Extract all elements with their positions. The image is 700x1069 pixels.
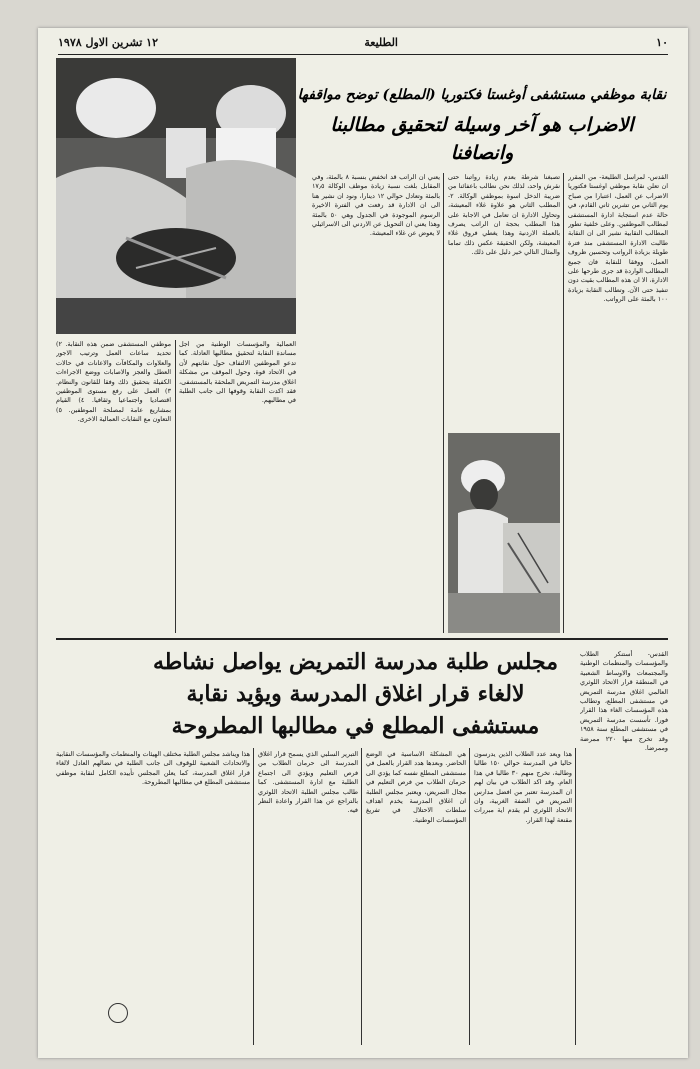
article-separator bbox=[56, 638, 668, 640]
article2-headline-line3: مستشفى المطلع في مطالبها المطروحة bbox=[171, 713, 540, 739]
archive-stamp-circle bbox=[108, 1003, 128, 1023]
publication-name: الطليعة bbox=[364, 36, 398, 49]
article1-headline: الاضراب هو آخر وسيلة لتحقيق مطالبنا وانصافنا bbox=[330, 114, 634, 164]
column-divider bbox=[361, 748, 362, 1045]
article2-col-2: هذا ويعد عدد الطلاب الذين يدرسون حاليا في المدرسة حوالي ١٥٠ طالبا وطالبة، تخرج منهم ٣٠ طالبا في هذا العام. وقد اكد الطلاب في بيان لهم ان المدرسة تعتبر من افضل مدارس التمريض في الضفة الغربية، وان الاتحاد اللوثري لم يقدم اية مبررات مقنعة لهذا القرار. bbox=[474, 750, 572, 824]
article1-lower-col-2: العمالية والمؤسسات الوطنية من اجل مساندة النقابة لتحقيق مطالبها العادلة. كما تدعو الموظفين الالتفاف حول نقابتهم لأن في الاتحاد قوة. وحول الموقف من مشكلة اغلاق مدرسة التمريض الملحقة بالمستشفى، فقد اكدت النقابة وقوفها الى جانب الطلبة في مطالبهم. bbox=[179, 340, 296, 405]
article2-col-4: التبرير السلبي الذي يسمح قرار اغلاق المدرسة الى حرمان الطلاب من فرص التعليم ويؤدي الى اجتماع الطلبة مع ادارة المستشفى. كما طالب مجلس الطلبة الاتحاد اللوثري بالتراجع عن هذا القرار واعادة النظر فيه. bbox=[258, 750, 358, 815]
surgery-photo-illustration bbox=[56, 58, 296, 334]
article2-headline-line2: لالغاء قرار اغلاق المدرسة ويؤيد نقابة bbox=[186, 681, 525, 707]
column-divider bbox=[563, 173, 564, 633]
issue-date: ١٢ تشرين الاول ١٩٧٨ bbox=[58, 36, 158, 49]
column-divider bbox=[469, 748, 470, 1045]
article1-col-2: تصبغنا شرطة بعدم زيادة رواتبنا حتى نقرش واحد، لذلك نحن نطالب باعفائنا من ضريبة الدخل اسوة بموظفي الوكالة. ٢- المطلب الثاني هو علاوة غلاء المعيشة، وتحاول الادارة ان تعامل في الاجابة على هذا المطلب بحجة ان الراتب يصرف بالعملة الاردنية وهذا يغطي فروق غلاء المعيشة، ولكن الحقيقة عكس ذلك تماما والمثال التالي خير دليل على ذلك. bbox=[448, 173, 560, 257]
column-divider bbox=[575, 748, 576, 1045]
article2-col-1: القدس- أستنكر الطلاب والمؤسسات والمنظمات الوطنية والمجتمعات والاوساط الشعبية في المنطقة قرار الاتحاد اللوثري العالمي اغلاق مدرسة التمريض في مستشفى المطلع، وتطالب هذه المؤسسات الغاء هذا القرار فورا. تأسست مدرسة التمريض في مستشفى المطلع سنة ١٩٥٨ وقد تخرج منها ٢٢٠ ممرضة وممرضا. bbox=[580, 650, 668, 753]
page-header bbox=[58, 34, 668, 55]
article2-headline bbox=[118, 646, 593, 742]
article1-kicker: نقابة موظفي مستشفى أوغستا فكتوريا (المطلع) توضح مواقفها bbox=[297, 87, 667, 103]
article1-headline-block bbox=[296, 85, 668, 167]
page-number: ١٠ bbox=[656, 36, 668, 49]
article2-headline-line1: مجلس طلبة مدرسة التمريض يواصل نشاطه bbox=[152, 649, 559, 675]
article1-lower-col-1: موظفي المستشفى ضمن هذه النقابة. ٢) تحديد ساعات العمل وترتيب الاجور والعلاوات والمكافآت والاعانات في حالات العطل والعجز والاصابات ووضع الاجراءات الكفيلة بتحقيق ذلك وفقا للقانون والنظام. ٣) العمل على رفع مستوى الموظفين اقتصاديا واجتماعيا وثقافيا. ٤) القيام بمشاريع عامة لمصلحة الموظفين. ٥) التعاون مع النقابات العمالية الاخرى. bbox=[56, 340, 171, 424]
column-divider bbox=[253, 748, 254, 1045]
article1-col-1: القدس- لمراسل الطليعة- من المقرر ان تعلن نقابة موظفي اوغستا فكتوريا الاضراب عن العمل، اعتبارا من صباح يوم الثاني من تشرين ثاني القادم، في حالة عدم استجابة ادارة المستشفى لمطالب الموظفين. وعلى خلفية تطور المطالب النقابية نشير الى ان النقابة طالبت الادارة المستشفى منذ فترة طويلة بزيادة الرواتب وتحسين ظروف العمل، ووفقا للنقابة فان جميع المطالب الواردة قد جرى طرحها على الادارة، الا ان هذه المطالب بقيت دون تنفيذ حتى الآن. وتطالب النقابة بزيادة ١٠٠ بالمئة على الرواتب. bbox=[568, 173, 668, 304]
column-divider bbox=[175, 340, 176, 633]
column-divider bbox=[443, 173, 444, 633]
article1-col-3: يعني ان الراتب قد انخفض بنسبة ٨ بالمئة، وفي المقابل بلغت نسبة زيادة موظف الوكالة ١٧٫٥ بالمئة وتعادل حوالي ١٢ دينارا، ونود ان نشير هنا الى ان الادارة قد رفعت في الفترة الاخيرة الرسوم الموجودة في الجدول وهي ٥٠ بالمئة وهذا يعني ان التحويل عن الاردني الى الاسرائيلي لا يعوض عن غلاء المعيشة. bbox=[312, 173, 440, 238]
article2-col-3: هي المشكلة الاساسية في الوضع الحاضر. وبعدها هدد القرار بالعمل في مستشفى المطلع نفسه كما يؤدي الى حرمان الطلاب من فرص التعليم في مجال التمريض، ويعتبر مجلس الطلبة ان اغلاق المدرسة يخدم اهداف سلطات الاحتلال في تفريغ المؤسسات الوطنية. bbox=[366, 750, 466, 824]
article2-col-5: هذا ويناشد مجلس الطلبة مختلف الهيئات والمنظمات والمؤسسات النقابية والاتحادات الشعبية للوقوف الى جانب الطلبة في نضالهم العادل لالغاء قرار اغلاق المدرسة، كما يعلن المجلس تأييده الكامل لنقابة موظفي مستشفى المطلع في مطالبها المطروحة. bbox=[56, 750, 250, 787]
surgery-photo bbox=[56, 58, 296, 334]
nurse-photo-illustration bbox=[448, 433, 560, 633]
newspaper-page bbox=[38, 28, 688, 1058]
nurse-photo bbox=[448, 433, 560, 633]
